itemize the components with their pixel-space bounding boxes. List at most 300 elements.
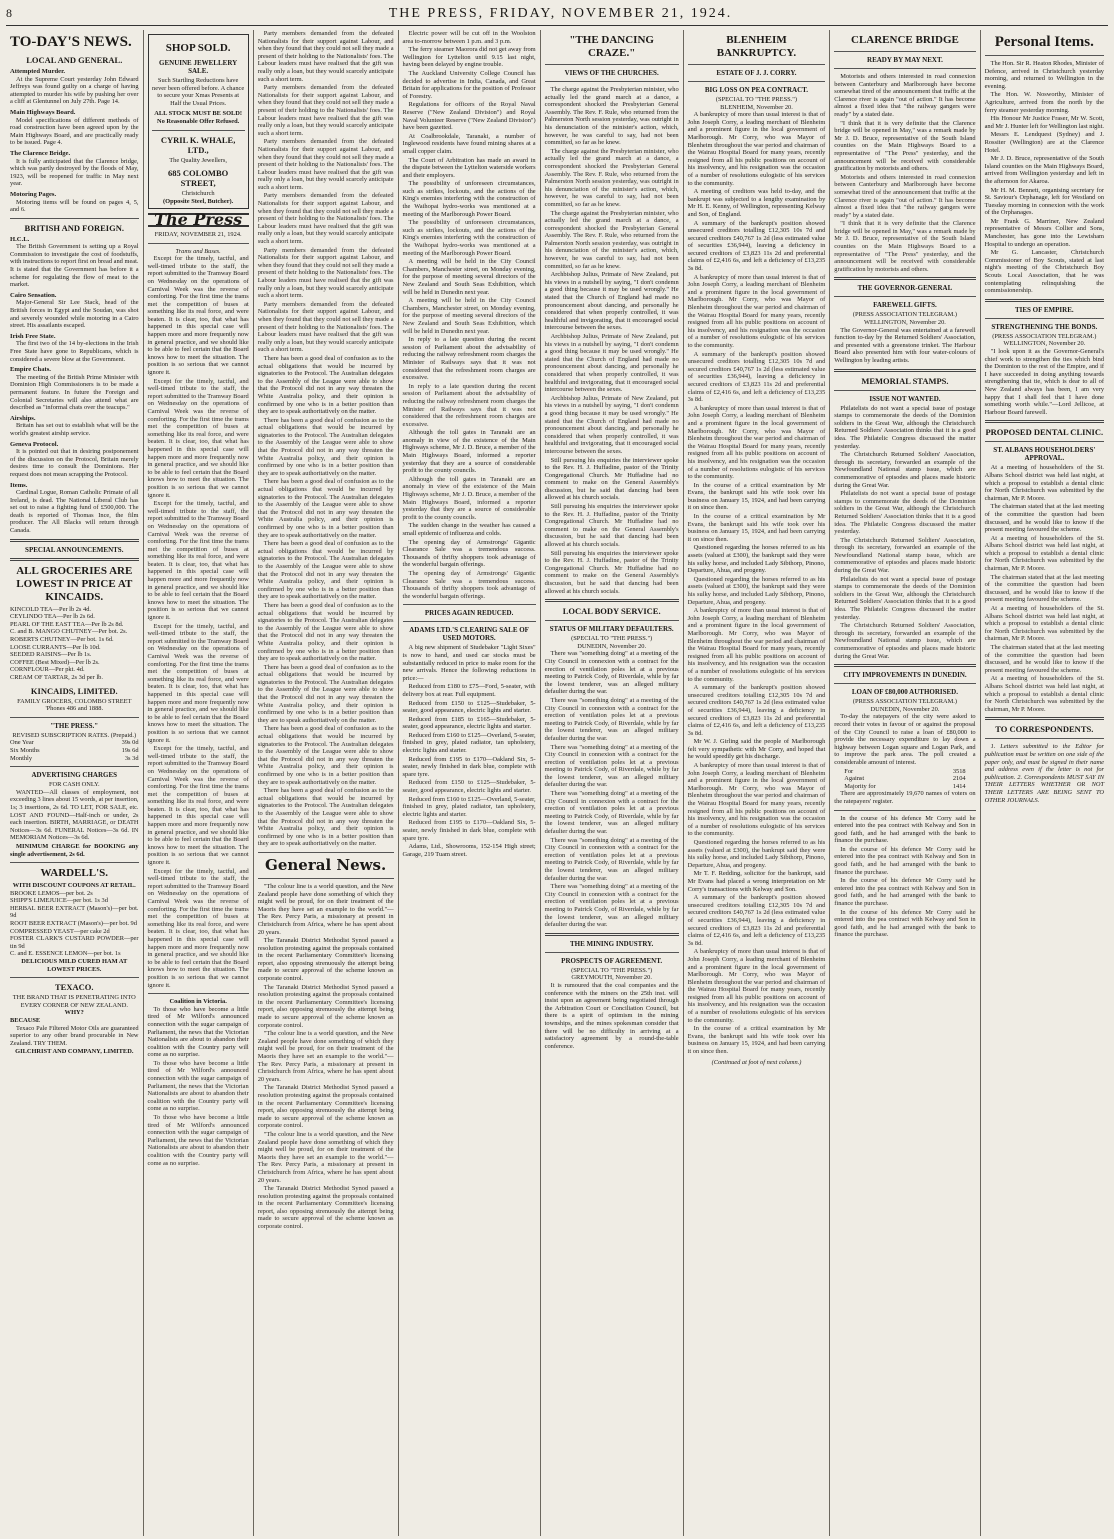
clearing-footer: Adams, Ltd., Showrooms, 152-154 High street; Garage, 219 Tuam street. bbox=[402, 843, 536, 858]
divider bbox=[148, 243, 249, 244]
clarence-body: Motorists and others interested in road connexion between Canterbury and Marlborough have become somewhat tired of the announcement that traffic at the Clarence river is again "out of action." It has become almost a fixed idea that "the railway gangers were ready" by a stated date. bbox=[834, 73, 976, 118]
poll-note: There are approximately 19,670 names of voters on the ratepayers' register. bbox=[834, 790, 976, 805]
news-paragraph-cont: The possibility of unforeseen circumstances, such as strikes, lockouts, and the actions of the King's enemies interfering with the construction of the Waihopai hydro-works was mentioned at a meeting of the Marlborough Power Board. bbox=[402, 219, 536, 257]
dancing-body-cont: Archbishop Julius, Primate of New Zealand, put his views in a nutshell by saying, "I don't condemn a good thing because it may be used wrongly." He stated that the Church of England had made no pronouncement about dancing, and personally he considered that when properly controlled, it was healthful and invigorating, that it encouraged social intercourse between the sexes. bbox=[544, 394, 679, 455]
wardells-item: C. and E. ESSENCE LEMON—per bot. 1s bbox=[10, 950, 121, 958]
divider bbox=[10, 766, 139, 767]
continued-note: (Continued at foot of next column.) bbox=[711, 1058, 802, 1066]
paper-logo: The Press bbox=[148, 213, 249, 227]
divider bbox=[403, 621, 536, 622]
dental-heading: PROPOSED DENTAL CLINIC. bbox=[985, 427, 1104, 438]
blenheim-heading: BLENHEIM BANKRUPTCY. bbox=[716, 34, 797, 59]
wardells-item: HERBAL BEER EXTRACT (Mason's)—per bot. 9d bbox=[10, 904, 139, 920]
item-title: Attempted Murder. bbox=[10, 68, 66, 75]
column-5 bbox=[541, 30, 684, 1536]
divider bbox=[258, 878, 394, 879]
column-3 bbox=[254, 30, 399, 1536]
poll-value: 3518 bbox=[952, 767, 966, 775]
item-title: The Clarence Bridge. bbox=[10, 149, 71, 157]
divider bbox=[258, 852, 394, 853]
poll-label: Majority for bbox=[844, 782, 876, 790]
divider bbox=[545, 620, 679, 621]
clearing-item: Reduced from £185 to £165—Studebaker, 5-seater, good appearance, electric lights and starter. bbox=[402, 715, 536, 731]
local-body-cont: There was "something doing" at a meeting of the City Council in connexion with a contract for the erection of ventilation poles let at a previous meeting to Patrick Cody, of Riverdale, while by far the lowest tenderer, was an alleged military defaulter during the war. bbox=[544, 883, 679, 929]
local-body-dateline: DUNEDIN, November 20. bbox=[577, 642, 647, 650]
editorial-cont: Party members demanded from the defeated Nationalists for their support against Labour, and when they found that they could not sell they made a present of their holding to the Nationalists' foes. The Labour leaders must have realised that the gift was really only a loan, but they would scarcely anticipate such a short term. bbox=[257, 300, 394, 354]
dental-body-cont: The chairman stated that at the last meeting of the committee the question had been discussed, and he would like to know if the present meeting favoured the scheme. bbox=[984, 573, 1105, 604]
editorial-cont: Party members demanded from the defeated Nationalists for their support against Labour, and when they found that they could not sell they made a present of their holding to the Nationalists' foes. The Labour leaders must have realised that the gift was really only a loan, but they would scarcely anticipate such a short term. bbox=[257, 84, 394, 137]
personal-item: Mr H. M. Bennett, organising secretary for St. Saviour's Orphanage, left for Westland on Tuesday morning in connexion with the work of the Orphanages. bbox=[984, 186, 1105, 217]
dancing-body-cont: Still pursuing his enquiries the interviewer spoke to the Rev. H. J. Huffadine, pastor of the Trinity Congregational Church. Mr Huffadine had no comment to make on the General Assembly's discussion, but he said that dancing had been allowed at his church socials. bbox=[544, 503, 679, 549]
personal-item: The Hon. W. Nosworthy, Minister of Agriculture, arrived from the north by the ferry steamer yesterday morning. bbox=[984, 91, 1105, 114]
wardells-heading: WARDELL'S. bbox=[40, 867, 109, 880]
shop-body: Such Startling Reductions have never been offered before. A chance to secure your Xmas Presents at Half the Usual Prices. bbox=[152, 77, 245, 107]
paper-title: THE PRESS, FRIDAY, NOVEMBER 21, 1924. bbox=[388, 6, 733, 21]
clearing-item-cont: Reduced from £150 to £125—Studebaker, 5-seater, good appearance, electric lights and starter. bbox=[402, 779, 536, 795]
rate-value: 3s 3d bbox=[124, 754, 139, 762]
item-body: Britain has set out to establish what will be the world's greatest airship service. bbox=[10, 422, 139, 437]
local-general-heading: LOCAL AND GENERAL. bbox=[26, 55, 123, 65]
editorial-body: Except for the timely, tactful, and well-timed tribute to the staff, the report submitted to the Tramway Board on Wednesday on the operations of Carnival Week was the reverse of comforting. For the first time the trams met the competition of buses at something like its real force, and were beaten. It is clear, too, that what has happened in this special case will happen more and more frequently now in general practice, and we should like to be able to feel certain that the Board knows how to meet the situation. The position is so serious that we cannot ignore it. bbox=[147, 255, 249, 377]
advertising-sub: FOR CASH ONLY. bbox=[48, 781, 100, 789]
divider bbox=[545, 81, 679, 82]
divider bbox=[985, 299, 1104, 302]
grocery-item: LOOSE CURRANTS—Per lb 10d. bbox=[10, 643, 101, 651]
news-paragraph: The Auckland University College Council has decided to advertise in India, Canada, and Great Britain for applications for the position of Professor of Forestry. bbox=[402, 69, 536, 100]
whale-address: 685 COLOMBO STREET, bbox=[168, 168, 229, 189]
column-1 bbox=[6, 30, 144, 1536]
personal-heading: Personal Items. bbox=[994, 34, 1094, 50]
mining-heading: THE MINING INDUSTRY. bbox=[569, 939, 654, 948]
whale-city: Christchurch bbox=[181, 190, 215, 198]
news-paragraph: The sudden change in the weather has caused a small epidemic of influenza and colds. bbox=[402, 522, 536, 537]
divider bbox=[152, 130, 245, 131]
dancing-sub: VIEWS OF THE CHURCHES. bbox=[564, 69, 659, 77]
grocery-item: SEEDED RAISINS—Per lb 1s. bbox=[10, 651, 92, 659]
correspondents-heading: TO CORRESPONDENTS. bbox=[995, 724, 1094, 735]
poll-label: Against bbox=[844, 775, 865, 783]
divider bbox=[403, 604, 536, 605]
item-title: Main Highways Board. bbox=[10, 108, 76, 116]
personal-item: Mr Frank G. Marriner, New Zealand representative of Messrs Collier and Sons, Manchester, has gone into the Lewisham Hospital to undergo an operation. bbox=[984, 217, 1105, 248]
mining-sub: PROSPECTS OF AGREEMENT. bbox=[561, 956, 663, 965]
divider bbox=[834, 369, 975, 372]
memorial-body: The Christchurch Returned Soldiers' Association, through its secretary, forwarded an example of the Newfoundland National stamp issue, which are commemorative of episodes and places made historic during the Great War. bbox=[834, 451, 976, 489]
whale-name: CYRIL K. WHALE, LTD., bbox=[160, 134, 236, 155]
city-dateline: DUNEDIN, November 20. bbox=[870, 705, 940, 713]
personal-item: Messrs E. Lendquest (Sydney) and J. Rossiter (Wellington) are at the Clarence Hotel. bbox=[984, 131, 1105, 154]
item-title: Airships. bbox=[10, 414, 36, 422]
wardells-item: BROOKE LEMOS—per bot. 2s bbox=[10, 889, 93, 897]
blenheim-body: A bankruptcy of more than usual interest is that of John Joseph Corry, a leading merchant of Blenheim and a prominent figure in the local government of Marlborough. Mr Corry, who was Mayor of Blenheim throughout the war period and chairman of the Wairau Hospital Board for many years, recently resigned from all his public positions on account of his insolvency, and his resignation was the occasion of a number of resolutions eulogistic of his services to the community. bbox=[687, 111, 826, 187]
blenheim-sub2: BIG LOSS ON PEA CONTRACT. bbox=[704, 86, 809, 94]
advertising-body: WANTED—All classes of employment, not exceeding 3 lines about 15 words, at per insertion, 1s; 3 insertions, 2s 6d. TO LET, FOR SALE, etc. LOST AND FOUND—Half-inch or under, 2s each insertion. BIRTH, MARRIAGE, or DEATH Notices—3s 6d. FUNERAL Notices—3s 6d. IN MEMORIAM Notices—3s 6d. bbox=[10, 788, 139, 842]
divider bbox=[10, 558, 139, 561]
foreign-items bbox=[10, 236, 139, 535]
item-title: Geneva Protocol. bbox=[10, 440, 59, 448]
city-special: (PRESS ASSOCIATION TELEGRAM.) bbox=[852, 698, 957, 706]
item-body: It is fully anticipated that the Clarence bridge, which was partly destroyed by the floods of May, 1923, will be reopened for traffic in May next year. bbox=[10, 157, 139, 188]
rate-label: Monthly bbox=[10, 754, 33, 762]
item-title: H.C.L. bbox=[10, 235, 30, 243]
item-body: The first two of the 14 by-elections in the Irish Free State have gone to Republicans, which is considered a severe blow at the Government. bbox=[10, 340, 139, 363]
wardells-item: FOSTER CLARK'S CUSTARD POWDER—per tin 9d bbox=[10, 935, 139, 950]
local-body-cont: There was "something doing" at a meeting of the City Council in connexion with a contract for the erection of ventilation poles let at a previous meeting to Patrick Cody, of Riverdale, while by far the lowest tenderer, was an alleged military defaulter during the war. bbox=[544, 790, 679, 836]
poll-results bbox=[834, 768, 975, 791]
news-paragraph: The possibility of unforeseen circumstances, such as strikes, lockouts, and the actions of the King's enemies interfering with the construction of the Waihopai hydro-works was mentioned at a meeting of the Marlborough Power Board. bbox=[402, 180, 536, 218]
wardells-item: SHIPP'S LIMEJUICE—per bot. 1s 3d bbox=[10, 897, 108, 905]
mining-special: (SPECIAL TO "THE PRESS.") bbox=[571, 966, 653, 974]
clearing-item: Reduced from £160 to £125—Overland, 5-seater, finished in grey, plated radiator, tan upholstery, electric lights and starter. bbox=[402, 731, 536, 755]
special-announcements-heading: SPECIAL ANNOUNCEMENTS. bbox=[25, 545, 124, 554]
poll-value: 2104 bbox=[952, 775, 966, 783]
memorial-body-cont: Philatelists do not want a special issue of postage stamps to commemorate the deeds of the Dominion soldiers in the Great War, although the Christchurch Returned Soldiers' Association thinks that it is a good idea. The Philatelic Congress discussed the matter yesterday. bbox=[834, 490, 976, 536]
city-body: To-day the ratepayers of the city were asked to record their votes in favour of or against the proposal of the City Council to raise a loan of £80,000 to provide the necessary expenditure to lay down a highway between Logan square and Logan Park, and to improve the park area. The poll created a considerable amount of interest. bbox=[834, 713, 976, 766]
local-body-heading: LOCAL BODY SERVICE. bbox=[562, 606, 661, 617]
shop-sold-advert bbox=[148, 34, 249, 209]
texaco-why: WHY? bbox=[64, 1009, 84, 1017]
editorial-body-cont: Except for the timely, tactful, and well-timed tribute to the staff, the report submitted to the Tramway Board on Wednesday on the operations of Carnival Week was the reverse of comforting. For the first time the trams met the competition of buses at something like its real force, and were beaten. It is clear, too, that what has happened in this special case will happen more and more frequently now in general practice, and we should like to be able to feel certain that the Board knows how to meet the situation. The position is so serious that we cannot ignore it. bbox=[147, 500, 249, 622]
dental-body: The chairman stated that at the last meeting of the committee the question had been discussed, and he would like to know if the present meeting favoured the scheme. bbox=[984, 503, 1105, 534]
blenheim-body-cont: In the course of a critical examination by Mr Evans, the bankrupt said his wife took over his business on January 15, 1924, and had been carrying it on since then. bbox=[687, 1025, 826, 1056]
general-news-cont: "The colour line is a world question, and the New Zealand people have done something of which they might well be proud, for on their treatment of the Maoris they have set an example to the world."—The Rev. Percy Paris, a missionary at present in Christchurch from Africa, where he has spent about 20 years. bbox=[257, 1030, 394, 1083]
dental-body: At a meeting of householders of the St. Albans School district was held last night, at which a proposal to establish a dental clinic for North Christchurch was submitted by the chairman, Mr P. Moore. bbox=[984, 464, 1105, 502]
divider bbox=[10, 862, 139, 863]
clearing-body: A big new shipment of Studebaker "Light Sixes" is now to hand, and used car stocks must be substantially reduced in price to make room for the new arrivals. Hence the following reductions in price:— bbox=[402, 644, 536, 682]
clearing-heading: ADAMS LTD.'S CLEARING SALE OF USED MOTORS. bbox=[409, 626, 529, 643]
minimum-charge: MINIMUM CHARGE for BOOKING any single advertisement, 2s 6d. bbox=[10, 842, 139, 858]
wardells-list bbox=[10, 890, 139, 958]
divider bbox=[834, 390, 975, 391]
editorial-body-cont: Except for the timely, tactful, and well-timed tribute to the staff, the report submitted to the Tramway Board on Wednesday on the operations of Carnival Week was the reverse of comforting. For the first time the trams met the competition of buses at something like its real force, and were beaten. It is clear, too, that what has happened in this special case will happen more and more frequently now in general practice, and we should like to be able to feel certain that the Board knows how to meet the situation. The position is so serious that we cannot ignore it. bbox=[147, 867, 249, 989]
corry-continued-text: In the course of his defence Mr Corry said he entered into the pea contract with Kelway and Son in good faith, and he had arranged with the bank to finance the purchase. bbox=[834, 908, 976, 939]
blenheim-body-cont: A bankruptcy of more than usual interest is that of John Joseph Corry, a leading merchant of Blenheim and a prominent figure in the local government of Marlborough. Mr Corry, who was Mayor of Blenheim throughout the war period and chairman of the Wairau Hospital Board for many years, recently resigned from all his public positions on account of his insolvency, and his resignation was the occasion of a number of resolutions eulogistic of his services to the community. bbox=[687, 948, 826, 1024]
item-body: Cardinal Logue, Roman Catholic Primate of all Ireland, is dead. The National Liberal Club has set out to raise a fighting fund of £500,000. The death is reported of Thomas Ince, the film producer. The All Blacks will return through Canada. bbox=[10, 489, 139, 535]
blenheim-body: Questioned regarding the horses referred to as his assets (valued at £300), the bankrupt said they were his sulky horse, and included Lady Sibthorp, Pinono, Departure, Ahua, and progeny. bbox=[687, 544, 826, 575]
poll-label: For bbox=[844, 767, 854, 775]
local-body-cont: There was "something doing" at a meeting of the City Council in connexion with a contract for the erection of ventilation poles let at a previous meeting to Patrick Cody, of Riverdale, while by far the lowest tenderer, was an alleged military defaulter during the war. bbox=[544, 696, 679, 742]
protocol-cont: There has been a good deal of confusion as to the actual obligations that would be incurred by signatories to the Protocol. The Australian delegates to the Assembly of the League were able to show that the Protocol did not in any way threaten the White Australia policy, and their opinion is confirmed by one who is in a better position than they are to speak authoritatively on the matter. bbox=[257, 663, 394, 724]
wardells-sub: WITH DISCOUNT COUPONS AT RETAIL. bbox=[12, 882, 136, 890]
kincaids-name: KINCAIDS, LIMITED. bbox=[30, 685, 118, 696]
grocery-list bbox=[10, 606, 139, 682]
masthead bbox=[6, 6, 1108, 26]
empire-special: (PRESS ASSOCIATION TELEGRAM.) bbox=[992, 332, 1097, 340]
dental-body-cont: At a meeting of householders of the St. Albans School district was held last night, at which a proposal to establish a dental clinic for North Christchurch was submitted by the chairman, Mr P. Moore. bbox=[984, 534, 1105, 573]
dental-sub: ST. ALBANS HOUSEHOLDERS' APPROVAL. bbox=[993, 446, 1096, 463]
divider bbox=[10, 717, 139, 718]
item-title: Items. bbox=[10, 481, 28, 489]
item-body: It is pointed out that in desiring postponement of the discussion on the Protocol, Britain merely desires time to consult the Dominions. Her request does not mean scrapping the Protocol. bbox=[10, 448, 139, 478]
blenheim-special: (SPECIAL TO "THE PRESS.") bbox=[715, 96, 798, 103]
clearing-item-cont: Reduced from £160 to £125—Overland, 5-seater, finished in grey, plated radiator, tan upholstery, electric lights and starter. bbox=[402, 795, 536, 818]
coalition-body-cont: To those who have become a little tired of Mr Wilford's announced connection with the sugar campaign of Parliament, the news that the Victorian Nationalists are about to abandon their coalition with the Country party will come as no surprise. bbox=[147, 1114, 249, 1167]
clarence-body: "I think that it is very definite that the Clarence bridge will be opened in May," was a remark made by Mr J. D. Bruce, representative of the South Island counties on the Main Highways Board to a representative of "The Press" yesterday, and the announcement will be received with considerable gratification by motorists and others. bbox=[834, 119, 976, 173]
rate-label: One Year bbox=[10, 739, 34, 747]
item-body: Model specifications of different methods of road construction have been agreed upon by the Main Highways Board, and are practically ready to be issued. Page 4. bbox=[10, 116, 139, 147]
local-body-cont: There was "something doing" at a meeting of the City Council in connexion with a contract for the erection of ventilation poles let at a previous meeting to Patrick Cody, of Riverdale, while by far the lowest tenderer, was an alleged military defaulter during the war. bbox=[544, 836, 679, 882]
poll-row bbox=[844, 775, 965, 783]
local-body-sub: STATUS OF MILITARY DEFAULTERS. bbox=[549, 625, 674, 634]
texaco-sub: THE BRAND THAT IS PENETRATING INTO EVERY CORNER OF NEW ZEALAND. bbox=[12, 994, 136, 1009]
grocery-item: CORNFLOUR—Per pkt. 4d. bbox=[10, 666, 85, 674]
corry-continued: In the course of his defence Mr Corry said he entered into the pea contract with Kelway and Son in good faith, and he had arranged with the bank to finance the purchase. bbox=[834, 814, 976, 845]
mining-dateline: GREYMOUTH, November 20. bbox=[571, 974, 652, 982]
local-body-text: There was "something doing" at a meeting of the City Council in connexion with a contract for the erection of ventilation poles let at a previous meeting to Patrick Cody, of Riverdale, while by far the lowest tenderer, was an alleged military defaulter during the war. bbox=[544, 650, 679, 696]
divider bbox=[545, 952, 679, 953]
governor-dateline: WELLINGTON, November 20. bbox=[864, 319, 946, 327]
editorial-body-cont: Except for the timely, tactful, and well-timed tribute to the staff, the report submitted to the Tramway Board on Wednesday on the operations of Carnival Week was the reverse of comforting. For the first time the trams met the competition of buses at something like its real force, and were beaten. It is clear, too, that what has happened in this special case will happen more and more frequently now in general practice, and we should like to be able to feel certain that the Board knows how to meet the situation. The position is so serious that we cannot ignore it. bbox=[147, 377, 249, 499]
editorial-body-cont: Except for the timely, tactful, and well-timed tribute to the staff, the report submitted to the Tramway Board on Wednesday on the operations of Carnival Week was the reverse of comforting. For the first time the trams met the competition of buses at something like its real force, and were beaten. It is clear, too, that what has happened in this special case will happen more and more frequently now in general practice, and we should like to be able to feel certain that the Board knows how to meet the situation. The position is so serious that we cannot ignore it. bbox=[147, 745, 249, 867]
edition-date: FRIDAY, NOVEMBER 21, 1924. bbox=[154, 230, 242, 238]
governor-sub: FAREWELL GIFTS. bbox=[873, 301, 937, 310]
blenheim-body: In the course of a critical examination by Mr Evans, the bankrupt said his wife took over his business on January 15, 1924, and had been carrying it on since then. bbox=[687, 481, 826, 512]
memorial-body-cont: Philatelists do not want a special issue of postage stamps to commemorate the deeds of the Dominion soldiers in the Great War, although the Christchurch Returned Soldiers' Association thinks that it is a good idea. The Philatelic Congress discussed the matter yesterday. bbox=[834, 575, 976, 621]
divider bbox=[688, 64, 826, 65]
todays-news-heading: TO-DAY'S NEWS. bbox=[10, 34, 132, 50]
news-paragraph: Although the toll gates in Taranaki are an anomaly in view of the existence of the Main Highways scheme, Mr J. D. Bruce, a member of the Main Highways Board, informed a reporter yesterday that they are a source of considerable profit to the county councils. bbox=[402, 429, 536, 475]
general-news-body: The Taranaki District Methodist Synod passed a resolution protesting against the proposals contained in the recent Parliamentary Committee's licensing report, also opposing strenuously the attempt being made to secure approval of the scheme known as corporate control. bbox=[257, 937, 394, 983]
local-body-special: (SPECIAL TO "THE PRESS.") bbox=[571, 635, 653, 643]
memorial-body-cont: The Christchurch Returned Soldiers' Association, through its secretary, forwarded an example of the Newfoundland National stamp issue, which are commemorative of episodes and places made historic during the Great War. bbox=[834, 622, 976, 660]
grocery-item: C. and B. MANGO CHUTNEY—Per bot. 2s. bbox=[10, 628, 128, 636]
news-paragraph: The ferry steamer Maorora did not get away from Wellington for Lyttelton until 9.15 last night, having been delayed by engine trouble. bbox=[402, 46, 536, 69]
blenheim-body-cont: In the course of a critical examination by Mr Evans, the bankrupt said his wife took over his business on January 15, 1924, and had been carrying it on since then. bbox=[687, 513, 826, 543]
city-heading: CITY IMPROVEMENTS IN DUNEDIN. bbox=[843, 671, 967, 680]
governor-body: The Governor-General was entertained at a farewell function to-day by the Returned Soldiers' Association, and presented with a greenstone trinket. The Harbour Board also presented him with four water-colours of Wellington by leading artists. bbox=[834, 326, 976, 364]
divider bbox=[545, 64, 679, 65]
protocol-cont: There has been a good deal of confusion as to the actual obligations that would be incurred by signatories to the Protocol. The Australian delegates to the Assembly of the League were able to show that the Protocol did not in any way threaten the White Australia policy, and their opinion is confirmed by one who is in a better position than they are to speak authoritatively on the matter. bbox=[257, 478, 394, 539]
general-news-cont: The Taranaki District Methodist Synod passed a resolution protesting against the proposals contained in the recent Parliamentary Committee's licensing report, also opposing strenuously the attempt being made to secure approval of the scheme known as corporate control. bbox=[257, 983, 394, 1029]
item-title: Irish Free State. bbox=[10, 332, 56, 340]
dental-body-cont: The chairman stated that at the last meeting of the committee the question had been discussed, and he would like to know if the present meeting favoured the scheme. bbox=[984, 644, 1105, 674]
protocol-cont: There has been a good deal of confusion as to the actual obligations that would be incurred by signatories to the Protocol. The Australian delegates to the Assembly of the League were able to show that the Protocol did not in any way threaten the White Australia policy, and their opinion is confirmed by one who is in a better position than they are to speak authoritatively on the matter. bbox=[257, 601, 394, 663]
clarence-heading: CLARENCE BRIDGE bbox=[851, 34, 959, 46]
divider bbox=[10, 539, 139, 542]
wardells-footer: DELICIOUS MILD CURED HAM AT LOWEST PRICES. bbox=[21, 958, 128, 973]
shop-sub: GENUINE JEWELLERY SALE. bbox=[159, 59, 238, 75]
blenheim-body-cont: A bankruptcy of more than usual interest is that of John Joseph Corry, a leading merchant of Blenheim and a prominent figure in the local government of Marlborough. Mr Corry, who was Mayor of Blenheim throughout the war period and chairman of the Wairau Hospital Board for many years, recently resigned from all his public positions on account of his insolvency, and his resignation was the occasion of a number of resolutions eulogistic of his services to the community. bbox=[687, 762, 826, 838]
subscription-heading: "THE PRESS." bbox=[50, 721, 99, 730]
column-4 bbox=[399, 30, 541, 1536]
dancing-body: Still pursuing his enquiries the interviewer spoke to the Rev. H. J. Huffadine, pastor of the Trinity Congregational Church. Mr Huffadine had no comment to make on the General Assembly's discussion, but he said that dancing had been allowed at his church socials. bbox=[544, 456, 679, 502]
dancing-body: The charge against the Presbyterian minister, who actually led the grand march at a dance, a correspondent shocked the Presbyterian General Assembly. The Rev. F. Rule, who returned from the Palmerston North session yesterday, was outright in his denunciation of the minister's action, which, however, he was careful to say, had not been committed, so far as he knew. bbox=[544, 86, 679, 147]
blenheim-body-cont: Questioned regarding the horses referred to as his assets (valued at £300), the bankrupt said they were his sulky horse, and included Lady Sibthorp, Pinono, Departure, Ahua, and progeny. bbox=[687, 575, 826, 606]
rate-row bbox=[10, 739, 139, 747]
coalition-body: To those who have become a little tired of Mr Wilford's announced connection with the sugar campaign of Parliament, the news that the Victorian Nationalists are about to abandon their coalition with the Country party will come as no surprise. bbox=[147, 1005, 249, 1059]
empire-body: "I look upon it as the Governor-General's chief work to strengthen the ties which bind the Dominion to the rest of the Empire, and if I have succeeded in doing anything towards strengthening that tie, which is dear to all of New Zealand always has been, I am very happy that I shall feel that I have done something worth while."—Lord Jellicoe, at Harbour Board farewell. bbox=[984, 348, 1105, 416]
personal-item: His Honour Mr Justice Fraser, Mr W. Scott, and Mr J. Hunter left for Wellington last night. bbox=[984, 115, 1105, 130]
clarence-sub: READY BY MAY NEXT. bbox=[867, 56, 943, 64]
rate-row bbox=[10, 747, 139, 755]
dancing-body-cont: Archbishop Julius, Primate of New Zealand, put his views in a nutshell by saying, "I don't condemn a good thing because it may be used wrongly." He stated that the Church of England had made no pronouncement about dancing, and personally he considered that when properly controlled, it was healthful and invigorating, that it encouraged social intercourse between the sexes. bbox=[544, 333, 679, 394]
item-title: Motoring Pages. bbox=[10, 190, 57, 198]
rate-row bbox=[10, 755, 139, 763]
empire-sub: STRENGTHENING THE BONDS. bbox=[991, 322, 1098, 331]
british-foreign-heading: BRITISH AND FOREIGN. bbox=[24, 222, 124, 233]
governor-special: (PRESS ASSOCIATION TELEGRAM.) bbox=[852, 311, 957, 319]
clearing-item: Reduced from £195 to £170—Oakland Six, 5-seater, newly finished in dark blue, complete with spare tyre. bbox=[402, 755, 536, 778]
advertising-heading: ADVERTISING CHARGES bbox=[31, 771, 118, 780]
grocery-item: CREAM OF TARTAR, 2s 3d per lb. bbox=[10, 674, 103, 681]
poll-value: 1414 bbox=[952, 782, 966, 790]
personal-item: Mr J. D. Bruce, representative of the South Island counties on the Main Highways Board, arrived from Wellington yesterday and left in the afternoon for Akaroa. bbox=[984, 155, 1105, 185]
editorial-title: Trams and Buses. bbox=[175, 247, 221, 255]
divider bbox=[545, 933, 679, 936]
dancing-body-cont: The charge against the Presbyterian minister, who actually led the grand march at a dance, a correspondent shocked the Presbyterian General Assembly. The Rev. F. Rule, who returned from the Palmerston North session yesterday, was outright in his denunciation of the minister's action, which, however, he was careful to say, had not been committed, so far as he knew. bbox=[544, 147, 679, 208]
empire-dateline: WELLINGTON, November 20. bbox=[1003, 340, 1086, 348]
whale-note: (Opposite Steel, Butcher). bbox=[162, 197, 234, 205]
whale-tag: The Quality Jewellers, bbox=[169, 156, 227, 164]
personal-item: Mr G. Lancaster, Christchurch Commissioner of Boy Scouts, stated at last night's meeting of the Christchurch Boy Scouts Local Association, that he was contemplating relinquishing the commissionership. bbox=[984, 249, 1105, 295]
divider bbox=[834, 68, 975, 69]
texaco-heading: TEXACO. bbox=[55, 982, 94, 993]
grocery-item: CEYLINDO TEA—Per lb 2s 6d. bbox=[10, 613, 95, 621]
column-8 bbox=[981, 30, 1108, 1536]
blenheim-body: Mr W. J. Girling said the people of Marlborough felt very sympathetic with Mr Corry, and hoped that he would speedily get his discharge. bbox=[687, 738, 826, 761]
blenheim-body-cont: A summary of the bankrupt's position showed unsecured creditors totalling £12,305 10s 7d and secured creditors £40,767 1s 2d (less estimated value of securities £36,944), leaving a deficiency in secured creditors of £3,823 11s 2d and preferential claims of £2,416 6s, and left a deficiency of £13,235 3s 8d. bbox=[687, 894, 826, 947]
item-title: Empire Chats. bbox=[10, 366, 51, 374]
divider bbox=[834, 296, 975, 297]
protocol-cont: There has been a good deal of confusion as to the actual obligations that would be incurred by signatories to the Protocol. The Australian delegates to the Assembly of the League were able to show that the Protocol did not in any way threaten the White Australia policy, and their opinion is confirmed by one who is in a better position than they are to speak authoritatively on the matter. bbox=[257, 787, 394, 848]
divider bbox=[985, 55, 1104, 56]
poll-row bbox=[844, 768, 965, 776]
dancing-body-cont: Still pursuing his enquiries the interviewer spoke to the Rev. H. J. Huffadine, pastor of the Trinity Congregational Church. Mr Huffadine had no comment to make on the General Assembly's discussion, but he said that dancing had been allowed at his church socials. bbox=[544, 549, 679, 595]
grocery-item: ROBERTS CHUTNEY—Per bot. 1s 6d. bbox=[10, 636, 114, 644]
page-number: 8 bbox=[6, 6, 13, 20]
clearing-item: Reduced from £180 to £75—Ford, 5-seater, with delivery box at rear. Full equipment. bbox=[402, 683, 536, 698]
grocery-item: KINCOLD TEA—Per lb 2s 4d. bbox=[10, 605, 92, 613]
divider bbox=[834, 51, 975, 52]
subscription-sub: REVISED SUBSCRIPTION RATES. (Prepaid.) bbox=[12, 731, 137, 739]
rate-value: 39s 0d bbox=[121, 739, 139, 747]
blenheim-body: A summary of the bankrupt's position showed unsecured creditors totalling £12,305 10s 7d and secured creditors £40,767 1s 2d (less estimated value of securities £36,944), leaving a deficiency in secured creditors of £3,823 11s 2d and preferential claims of £2,416 6s, and left a deficiency of £13,235 3s 8d. bbox=[687, 219, 826, 273]
divider bbox=[985, 738, 1104, 739]
general-news-heading: General News. bbox=[265, 855, 387, 874]
memorial-body-cont: The Christchurch Returned Soldiers' Association, through its secretary, forwarded an example of the Newfoundland National stamp issue, which are commemorative of episodes and places made historic during the Great War. bbox=[834, 536, 976, 575]
divider bbox=[688, 81, 826, 82]
protocol-cont: There has been a good deal of confusion as to the actual obligations that would be incurred by signatories to the Protocol. The Australian delegates to the Assembly of the League were able to show that the Protocol did not in any way threaten the White Australia policy, and their opinion is confirmed by one who is in a better position than they are to speak authoritatively on the matter. bbox=[257, 540, 394, 601]
divider bbox=[10, 218, 139, 219]
news-paragraph: Regulations for officers of the Royal Naval Reserve ("New Zealand Division") and Royal Naval Volunteer Reserve ("New Zealand Division") have been gazetted. bbox=[402, 101, 536, 132]
shop-heading: SHOP SOLD. bbox=[165, 42, 231, 54]
corry-continued-text: In the course of his defence Mr Corry said he entered into the pea contract with Kelway and Son in good faith, and he had arranged with the bank to finance the purchase. bbox=[834, 877, 976, 908]
kincaids-address: FAMILY GROCERS, COLOMBO STREET bbox=[17, 697, 132, 705]
dental-body-cont: At a meeting of householders of the St. Albans School district was held last night, at which a proposal to establish a dental clinic for North Christchurch was submitted by the chairman, Mr P. Moore. bbox=[984, 605, 1105, 643]
clarence-body-cont: Motorists and others interested in road connexion between Canterbury and Marlborough have become somewhat tired of the announcement that traffic at the Clarence river is again "out of action." It has become almost a fixed idea that "the railway gangers were ready" by a stated date. bbox=[834, 173, 976, 219]
blenheim-body-cont: A bankruptcy of more than usual interest is that of John Joseph Corry, a leading merchant of Blenheim and a prominent figure in the local government of Marlborough. Mr Corry, who was Mayor of Blenheim throughout the war period and chairman of the Wairau Hospital Board for many years, recently resigned from all his public positions on account of his insolvency, and his resignation was the occasion of a number of resolutions eulogistic of his services to the community. bbox=[687, 273, 826, 349]
protocol-cont: There has been a good deal of confusion as to the actual obligations that would be incurred by signatories to the Protocol. The Australian delegates to the Assembly of the League were able to show that the Protocol did not in any way threaten the White Australia policy, and their opinion is confirmed by one who is in a better position than they are to speak authoritatively on the matter. bbox=[257, 416, 394, 477]
news-paragraph: The opening day of Armstrongs' Gigantic Clearance Sale was a tremendous success. Thousands of thrifty shoppers took advantage of the wonderful bargain offerings. bbox=[402, 538, 536, 569]
clarence-body-cont: "I think that it is very definite that the Clarence bridge will be opened in May," was a remark made by Mr J. D. Bruce, representative of the South Island counties on the Main Highways Board to a representative of "The Press" yesterday, and the announcement will be received with considerable gratification by motorists and others. bbox=[834, 220, 976, 273]
editorial-cont: Party members demanded from the defeated Nationalists for their support against Labour, and when they found that they could not sell they made a present of their holding to the Nationalists' foes. The Labour leaders must have realised that the gift was really only a loan, but they would scarcely anticipate such a short term. bbox=[257, 30, 394, 83]
memorial-sub: ISSUE NOT WANTED. bbox=[869, 394, 941, 403]
general-news-cont: "The colour line is a world question, and the New Zealand people have done something of which they might well be proud, for on their treatment of the Maoris they have set an example to the world."—The Rev. Percy Paris, a missionary at present in Christchurch from Africa, where he has spent about 20 years. bbox=[257, 1130, 394, 1184]
editorial-cont: Party members demanded from the defeated Nationalists for their support against Labour, and when they found that they could not sell they made a present of their holding to the Nationalists' foes. The Labour leaders must have realised that the gift was really only a loan, but they would scarcely anticipate such a short term. bbox=[257, 192, 394, 246]
blenheim-body: A meeting of creditors was held to-day, and the bankrupt was subjected to a lengthy examination by Mr H. E. Kenny, of Wellington, representing Kelway and Son, of England. bbox=[687, 188, 826, 218]
divider bbox=[834, 683, 975, 684]
divider bbox=[985, 318, 1104, 319]
correspondents-body: 1. Letters submitted to the Editor for publication must be written on one side of the paper only, and must be signed in their name and address even if the letter is not for publication. 2. Correspondents MUST SAY IN THEIR LETTERS WHETHER OR NOT THEIR LETTERS ARE BEING SENT TO OTHER JOURNALS. bbox=[984, 743, 1105, 804]
wardells-item: ROOT BEER EXTRACT (Mason's)—per bot. 9d bbox=[10, 920, 137, 928]
dancing-body-cont: The charge against the Presbyterian minister, who actually led the grand march at a dance, a correspondent shocked the Presbyterian General Assembly. The Rev. F. Rule, who returned from the Palmerston North session yesterday, was outright in his denunciation of the minister's action, which, however, he was careful to say, had not been committed, so far as he knew. bbox=[544, 209, 679, 270]
kincaids-phone: 'Phones 486 and 1888. bbox=[45, 705, 104, 713]
coalition-title: Coalition in Victoria. bbox=[169, 998, 227, 1006]
governor-heading: THE GOVERNOR-GENERAL bbox=[857, 284, 953, 293]
news-paragraph-cont: A meeting will be held in the City Council Chambers, Manchester street, on Monday evening, for the purpose of meeting several directors of the New Zealand and South Seas Exhibition, which will be held in Dunedin next year. bbox=[402, 297, 536, 335]
grocery-item: PEARL OF THE EAST TEA—Per lb 2s 8d. bbox=[10, 620, 124, 628]
dental-body-cont: At a meeting of householders of the St. Albans School district was held last night, at which a proposal to establish a dental clinic for North Christchurch was submitted by the chairman, Mr P. Moore. bbox=[984, 675, 1105, 713]
divider bbox=[545, 599, 679, 602]
local-items bbox=[10, 68, 139, 214]
divider bbox=[985, 441, 1104, 442]
blenheim-dateline: BLENHEIM, November 20. bbox=[720, 103, 793, 111]
divider bbox=[148, 993, 249, 994]
prices-heading: PRICES AGAIN REDUCED. bbox=[424, 609, 514, 618]
memorial-heading: MEMORIAL STAMPS. bbox=[861, 375, 949, 386]
texaco-because: BECAUSE bbox=[10, 1017, 41, 1024]
general-news-body: "The colour line is a world question, and the New Zealand people have done something of which they might well be proud, for on their treatment of the Maoris they have set an example to the world."—The Rev. Percy Paris, a missionary at present in Christchurch from Africa, where he has spent about 20 years. bbox=[257, 882, 394, 936]
dancing-body: Archbishop Julius, Primate of New Zealand, put his views in a nutshell by saying, "I don't condemn a good thing because it may be used wrongly." He stated that the Church of England had made no pronouncement about dancing, and personally he considered that when properly controlled, it was healthful and invigorating, that it encouraged social intercourse between the sexes. bbox=[544, 271, 679, 332]
blenheim-body-cont: A bankruptcy of more than usual interest is that of John Joseph Corry, a leading merchant of Blenheim and a prominent figure in the local government of Marlborough. Mr Corry, who was Mayor of Blenheim throughout the war period and chairman of the Wairau Hospital Board for many years, recently resigned from all his public positions on account of his insolvency, and his resignation was the occasion of a number of resolutions eulogistic of his services to the community. bbox=[687, 404, 826, 481]
dancing-heading: "THE DANCING CRAZE." bbox=[569, 34, 654, 59]
city-sub: LOAN OF £80,000 AUTHORISED. bbox=[851, 688, 958, 697]
coalition-body-cont: To those who have become a little tired of Mr Wilford's announced connection with the sugar campaign of Parliament, the news that the Victorian Nationalists are about to abandon their coalition with the Country party will come as no surprise. bbox=[147, 1059, 249, 1113]
news-paragraph: A meeting will be held in the City Council Chambers, Manchester street, on Monday evening, for the purpose of meeting several directors of the New Zealand and South Seas Exhibition, which will be held in Dunedin next year. bbox=[402, 258, 536, 296]
blenheim-body-cont: A summary of the bankrupt's position showed unsecured creditors totalling £12,305 10s 7d and secured creditors £40,767 1s 2d (less estimated value of securities £36,944), leaving a deficiency in secured creditors of £3,823 11s 2d and preferential claims of £2,416 6s, and left a deficiency of £13,235 3s 8d. bbox=[687, 684, 826, 737]
news-paragraph: The Court of Arbitration has made an award in the dispute between the Lyttelton waterside workers and their employers. bbox=[402, 156, 536, 179]
blenheim-body: Mr T. F. Redding, solicitor for the bankrupt, said Mr Evans had placed a wrong interpretation on Mr Corry's transactions with Kelway and Son. bbox=[687, 870, 826, 893]
editorial-cont: Party members demanded from the defeated Nationalists for their support against Labour, and when they found that they could not sell they made a present of their holding to the Nationalists' foes. The Labour leaders must have realised that the gift was really only a loan, but they would scarcely anticipate such a short term. bbox=[257, 246, 394, 300]
shop-stock: ALL STOCK MUST BE SOLD! No Reasonable Offer Refused. bbox=[154, 110, 243, 125]
editorial-body-cont: Except for the timely, tactful, and well-timed tribute to the staff, the report submitted to the Tramway Board on Wednesday on the operations of Carnival Week was the reverse of comforting. For the first time the trams met the competition of buses at something like its real force, and were beaten. It is clear, too, that what has happened in this special case will happen more and more frequently now in general practice, and we should like to be able to feel certain that the Board knows how to meet the situation. The position is so serious that we cannot ignore it. bbox=[147, 622, 249, 744]
item-title: Cairo Sensation. bbox=[10, 291, 57, 299]
divider bbox=[985, 717, 1104, 720]
divider bbox=[834, 810, 975, 811]
columns bbox=[6, 30, 1108, 1536]
news-paragraph-cont: The opening day of Armstrongs' Gigantic Clearance Sale was a tremendous success. Thousands of thrifty shoppers took advantage of the wonderful bargain offerings. bbox=[402, 569, 536, 600]
news-paragraph-cont: Although the toll gates in Taranaki are an anomaly in view of the existence of the Main Highways scheme, Mr J. D. Bruce, a member of the Main Highways Board, informed a reporter yesterday that they are a source of considerable profit to the county councils. bbox=[402, 475, 536, 521]
column-6 bbox=[684, 30, 831, 1536]
rate-label: Six Months bbox=[10, 746, 40, 754]
item-body: At the Supreme Court yesterday John Edward Jeffreys was found guilty on a charge of having attempted to murder his wife by pushing her over a cliff at Glentunnel on July 27th. Page 14. bbox=[10, 75, 139, 106]
blenheim-body-cont: A summary of the bankrupt's position showed unsecured creditors totalling £12,305 10s 7d and secured creditors £40,767 1s 2d (less estimated value of securities £36,944), leaving a deficiency in secured creditors of £3,823 11s 2d and preferential claims of £2,416 6s, and left a deficiency of £13,235 3s 8d. bbox=[687, 350, 826, 404]
blenheim-sub: ESTATE OF J. J. CORRY. bbox=[716, 69, 797, 77]
texaco-company: GILCHRIST AND COMPANY, LIMITED. bbox=[15, 1048, 134, 1056]
divider bbox=[834, 664, 975, 667]
clearing-item: Reduced from £150 to £125—Studebaker, 5-seater, good appearance, electric lights and starter. bbox=[402, 699, 536, 715]
divider bbox=[985, 420, 1104, 423]
blenheim-body-cont: Questioned regarding the horses referred to as his assets (valued at £300), the bankrupt said they were his sulky horse, and included Lady Sibthorp, Pinono, Departure, Ahua, and progeny. bbox=[687, 839, 826, 869]
poll-row bbox=[844, 783, 965, 791]
grocery-heading: ALL GROCERIES ARE LOWEST IN PRICE AT KINCAIDS. bbox=[16, 564, 133, 603]
grocery-item: COFFEE (Best Mixed)—Per lb 2s. bbox=[10, 658, 100, 666]
protocol-para: There has been a good deal of confusion as to the actual obligations that would be incurred by signatories to the Protocol. The Australian delegates to the Assembly of the League were able to show that the Protocol did not in any way threaten the White Australia policy, and their opinion is confirmed by one who is in a better position than they are to speak authoritatively on the matter. bbox=[257, 354, 394, 416]
item-body: The British Government is setting up a Royal Commission to investigate the cost of foodstuffs, with instructions to report first on bread and meat. It is stated that the Government has before it a scheme for regulating the flow of meat to the market. bbox=[10, 243, 139, 289]
news-paragraph-cont: In reply to a late question during the recent session of Parliament about the advisability of reducing the railway refreshment room charges the Minister of Railways says that it was not considered that the refreshment room charges are excessive. bbox=[402, 382, 536, 428]
rate-value: 19s 6d bbox=[121, 746, 139, 754]
empire-heading: TIES OF EMPIRE. bbox=[1014, 305, 1074, 314]
wardells-item: COMPRESSED YEAST—per cake 2d bbox=[10, 927, 110, 935]
editorial-cont: Party members demanded from the defeated Nationalists for their support against Labour, and when they found that they could not sell they made a present of their holding to the Nationalists' foes. The Labour leaders must have realised that the gift was really only a loan, but they would scarcely anticipate such a short term. bbox=[257, 138, 394, 191]
local-body-cont: There was "something doing" at a meeting of the City Council in connexion with a contract for the erection of ventilation poles let at a previous meeting to Patrick Cody, of Riverdale, while by far the lowest tenderer, was an alleged military defaulter during the war. bbox=[544, 743, 679, 789]
divider bbox=[834, 277, 975, 280]
news-paragraph: In reply to a late question during the recent session of Parliament about the advisability of reducing the railway refreshment room charges the Minister of Railways says that it was not considered that the refreshment room charges are excessive. bbox=[402, 336, 536, 382]
general-news-cont: The Taranaki District Methodist Synod passed a resolution protesting against the proposals contained in the recent Parliamentary Committee's licensing report, also opposing strenuously the attempt being made to secure approval of the scheme known as corporate control. bbox=[257, 1185, 394, 1231]
personal-item: The Hon. Sir R. Heaton Rhodes, Minister of Defence, arrived in Christchurch yesterday morning, and returned to Wellington in the evening. bbox=[984, 60, 1105, 90]
general-news-cont: The Taranaki District Methodist Synod passed a resolution protesting against the proposals contained in the recent Parliamentary Committee's licensing report, also opposing strenuously the attempt being made to secure approval of the scheme known as corporate control. bbox=[257, 1084, 394, 1130]
item-body: Motoring items will be found on pages 4, 5, and 6. bbox=[10, 198, 139, 214]
